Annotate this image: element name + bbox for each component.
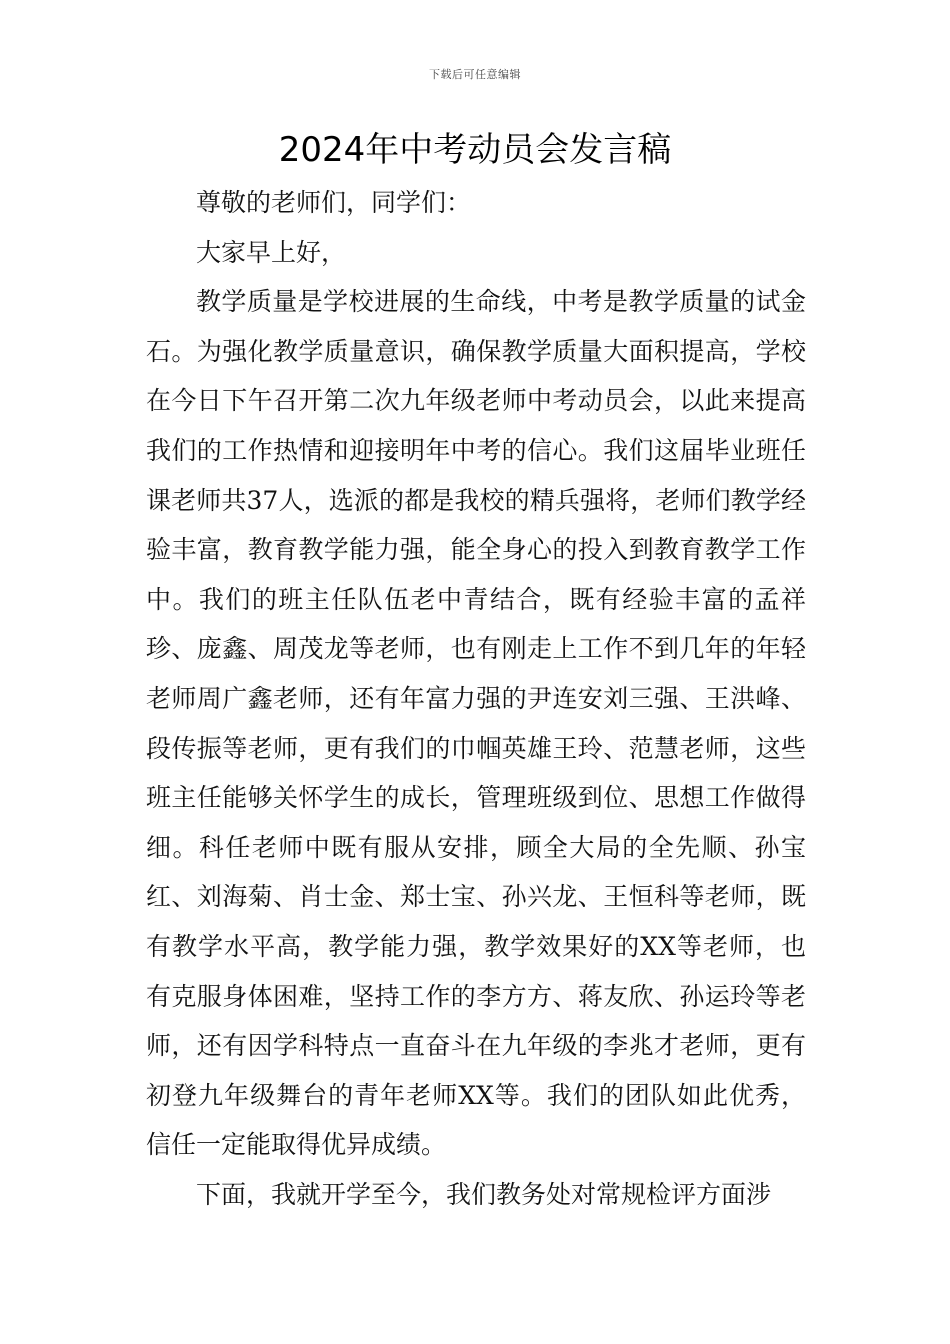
continuation-paragraph: 下面，我就开学至今，我们教务处对常规检评方面涉 — [196, 1179, 772, 1209]
document-body — [146, 178, 806, 1219]
salutation-paragraph: 尊敬的老师们，同学们： — [196, 188, 472, 217]
document-title: 2024年中考动员会发言稿 — [278, 130, 672, 170]
main-paragraph: 教学质量是学校进展的生命线，中考是教学质量的试金石。为强化教学质量意识，确保教学质量大面积提高，学校在今日下午召开第二次九年级老师中考动员会，以此来提高我们的工作热情和迎接明年中考的信心。我们这届毕业班任课老师共37人，选派的都是我校的精兵强将，老师们教学经验丰富，教育教学能力强，能全身心的投入到教育教学工作中。我们的班主任队伍老中青结合，既有经验丰富的孟祥珍、庞鑫、周茂龙等老师，也有刚走上工作不到几年的年轻老师周广鑫老师，还有年富力强的尹连安刘三强、王洪峰、段传振等老师，更有我们的巾帼英雄王玲、范慧老师，这些班主任能够关怀学生的成长，管理班级到位、思想工作做得细。科任老师中既有服从安排，顾全大局的全先顺、孙宝红、刘海菊、肖士金、郑士宝、孙兴龙、王恒科等老师，既有教学水平高，教学能力强，教学效果好的XX等老师，也有克服身体困难，坚持工作的李方方、蒋友欣、孙运玲等老师，还有因学科特点一直奋斗在九年级的李兆才老师，更有初登九年级舞台的青年老师XX等。我们的团队如此优秀，信任一定能取得优异成绩。 — [146, 287, 806, 1160]
greeting-paragraph: 大家早上好， — [196, 237, 347, 267]
header-note: 下载后可任意编辑 — [429, 68, 521, 81]
